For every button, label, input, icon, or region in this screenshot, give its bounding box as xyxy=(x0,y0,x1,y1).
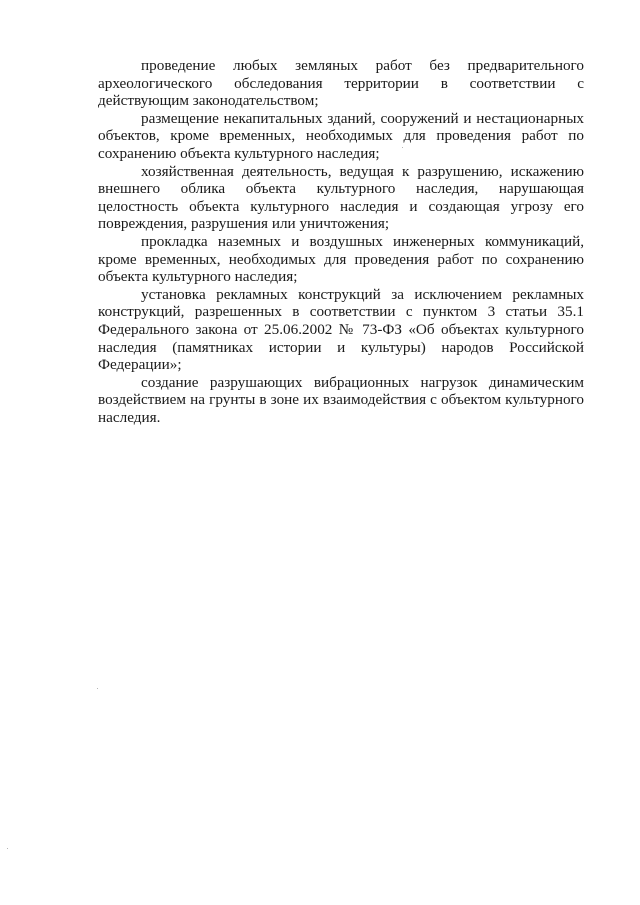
document-body xyxy=(98,57,584,426)
paragraph-earthworks: проведение любых земляных работ без предварительного археологического обследования территории в соответствии с действующим законодательством; xyxy=(98,57,584,110)
scan-speck xyxy=(7,848,8,849)
paragraph-advertising: установка рекламных конструкций за исключением рекламных конструкций, разрешенных в соответствии с пунктом 3 статьи 35.1 Федерального закона от 25.06.2002 № 73-ФЗ «Об объектах культурного наследия (памятниках истории и культуры) народов Российской Федерации»; xyxy=(98,285,584,374)
paragraph-vibration-loads: создание разрушающих вибрационных нагрузок динамическим воздействием на грунты в зоне их взаимодействия с объектом культурного наследия. xyxy=(98,373,584,426)
paragraph-utility-lines: прокладка наземных и воздушных инженерных коммуникаций, кроме временных, необходимых для проведения работ по сохранению объекта культурного наследия; xyxy=(98,232,584,286)
scan-speck xyxy=(402,147,403,148)
paragraph-economic-activity: хозяйственная деятельность, ведущая к разрушению, искажению внешнего облика объекта культурного наследия, нарушающая целостность объекта культурного наследия и создающая угрозу его повреждения, разрушения или уничтожения; xyxy=(98,162,584,233)
scan-speck xyxy=(97,688,98,689)
paragraph-temporary-buildings: размещение некапитальных зданий, сооружений и нестационарных объектов, кроме временных, необходимых для проведения работ по сохранению объекта культурного наследия; xyxy=(98,109,584,162)
